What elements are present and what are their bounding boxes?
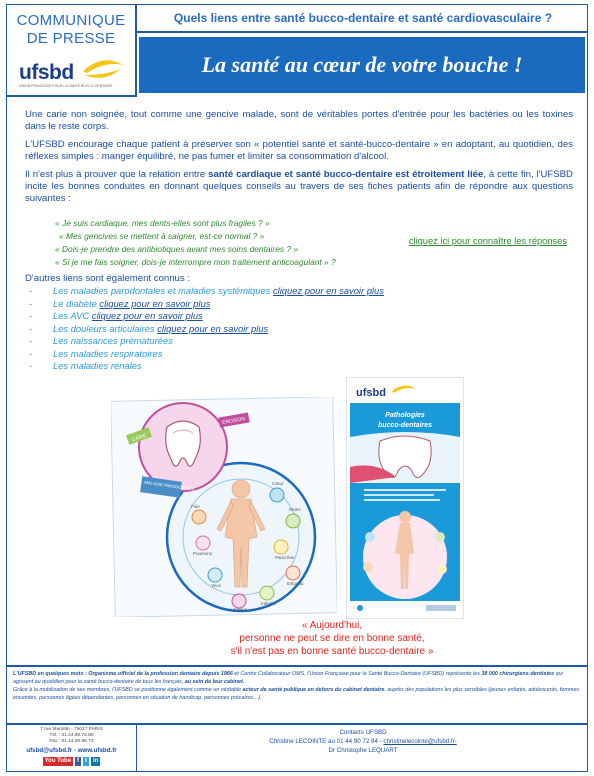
desc-bold-3: au sein de leur cabinet. bbox=[184, 679, 245, 685]
quote-line1: « Aujourd'hui, bbox=[301, 620, 363, 631]
list-item-text: Les maladies rénales bbox=[53, 360, 142, 371]
list-item: - Les maladies parodontales et maladies systémiques cliquez pour en savoir plus bbox=[29, 285, 384, 296]
desc-bold-2: 38 000 chirurgiens-dentistes bbox=[481, 671, 555, 677]
logo-smile-icon bbox=[81, 57, 125, 83]
learn-more-link[interactable]: cliquez pour en savoir plus bbox=[157, 322, 269, 334]
logo-word: ufsbd bbox=[19, 61, 74, 84]
list-item-text: Le diabète bbox=[53, 297, 97, 309]
list-item-text: Les douleurs articulaires bbox=[53, 322, 155, 334]
desc-bold-1: L'UFSBD en quelques mots : Organisme officiel de la profession dentaire depuis 1966 bbox=[13, 671, 233, 677]
organ-label: Foie bbox=[191, 504, 200, 509]
list-item: - Les maladies respiratoires bbox=[29, 347, 163, 359]
footer-description bbox=[7, 665, 588, 723]
brochure-logo: ufsbd bbox=[356, 387, 386, 399]
header-subtitle: Quels liens entre santé bucco-dentaire et santé cardiovasculaire ? bbox=[173, 11, 553, 25]
other-links-intro: D'autres liens sont également connus : bbox=[25, 273, 191, 284]
organ-label: Pancréas bbox=[275, 555, 295, 560]
quote-block bbox=[117, 619, 547, 658]
body-health-infographic bbox=[111, 397, 337, 617]
communique-line1: COMMUNIQUE bbox=[16, 12, 126, 29]
footer-fax: Fax : 01.44.90.96.73 bbox=[49, 739, 94, 745]
quote-line3: s'il n'est pas en bonne santé bucco-dentaire » bbox=[230, 646, 434, 657]
list-item: - Les naissances prématurées bbox=[29, 335, 173, 346]
other-links-list bbox=[29, 285, 384, 373]
list-item: - Les maladies rénales bbox=[29, 360, 142, 371]
desc-text-1: et Centre Collaborateur OMS, l'Union Française pour la Santé Bucco-Dentaire (UFSBD) représente les bbox=[232, 671, 482, 677]
footer-contacts bbox=[137, 723, 588, 772]
desc-text-3: Grâce à la mobilisation de ses membres, l'UFSBD se positionne également comme un véritable bbox=[13, 687, 243, 693]
press-release-page bbox=[6, 4, 588, 772]
contact1-email-link[interactable]: christinelecointe@ufsbd.fr- bbox=[383, 738, 457, 745]
ufsbd-logo[interactable] bbox=[19, 57, 125, 91]
contact1-text: Christine LECOINTE au 01 44 90 72 84 - bbox=[269, 738, 384, 745]
organ-label: Fœtus bbox=[234, 607, 247, 612]
list-item-text: Les maladies respiratoires bbox=[53, 347, 163, 359]
organ-label: Estomac bbox=[287, 581, 305, 586]
linkedin-icon[interactable]: in bbox=[93, 757, 99, 764]
list-item: - Les AVC cliquez pour en savoir plus bbox=[29, 310, 203, 321]
brochure-cover bbox=[346, 377, 464, 619]
brochure-title-2: bucco-dentaires bbox=[377, 422, 433, 429]
contact-line-2: Dr Christophe LEQUART bbox=[328, 747, 398, 754]
header-subtitle-bar bbox=[137, 5, 588, 33]
brochure-title-1: Pathologies bbox=[385, 412, 425, 419]
list-item-text: Les naissances prématurées bbox=[53, 335, 173, 346]
page-title: La santé au cœur de votre bouche ! bbox=[201, 52, 523, 77]
header-left-box bbox=[7, 5, 137, 97]
learn-more-link[interactable]: cliquez pour en savoir plus bbox=[91, 310, 203, 321]
communique-label bbox=[7, 12, 135, 48]
intro-paragraph-2: L'UFSBD encourage chaque patient à préserver son « potentiel santé et santé-bucco-dentaire » en adoptant, au quotidien, des réflexes simples : manger équilibré, ne pas fumer et limiter sa consommation d'alcool. bbox=[25, 139, 573, 162]
desc-bold-4: acteur de santé publique en dehors du cabinet dentaire bbox=[242, 687, 385, 693]
p3-bold: santé cardiaque et santé bucco-dentaire est étroitement liée bbox=[208, 169, 484, 180]
intro-paragraph-1: Une carie non soignée, tout comme une gencive malade, sont de véritables portes d'entrée pour les bactéries ou les toxines dans le reste corps. bbox=[25, 109, 573, 132]
desc-text-4: , auprès des populations les plus sensibles (jeunes enfants, adolescents, femmes enceintes, personnes âgées dépendantes, personnes en situation de handicap, personnes précaires…). bbox=[13, 687, 580, 701]
learn-more-link[interactable]: cliquez pour en savoir plus bbox=[272, 285, 384, 296]
twitter-icon[interactable]: t bbox=[85, 757, 88, 764]
list-item-text: Les maladies parodontales et maladies systémiques bbox=[53, 285, 271, 296]
carie-label: CARIE bbox=[131, 432, 148, 444]
question-2: « Mes gencives se mettent à saigner, est-ce normal ? » bbox=[59, 231, 265, 241]
question-3: « Dois-je prendre des antibiotiques avant mes soins dentaires ? » bbox=[55, 244, 299, 254]
footer-address-block bbox=[7, 723, 137, 772]
facebook-icon[interactable]: f bbox=[77, 757, 80, 764]
contacts-title: Contacts UFSBD bbox=[339, 729, 387, 736]
footer-tel: Tél. : 01.44.90.72.80 bbox=[49, 733, 94, 739]
quote-line2: personne ne peut se dire en bonne santé, bbox=[239, 633, 425, 644]
organ-label: Reins bbox=[289, 507, 301, 512]
p3-text-b: , à cette fin, l'UFSBD incite les bonnes conduites en donnant quelques conseils au travers de ses fiches patients afin de répondre aux questions suivantes : bbox=[25, 169, 573, 204]
communique-line2: DE PRESSE bbox=[26, 30, 116, 47]
answers-link[interactable]: cliquez ici pour connaître les réponses bbox=[408, 236, 567, 246]
footer-address: 7 rue Mariotte - 75017 PARIS bbox=[40, 727, 103, 732]
list-item-text: Les AVC bbox=[53, 310, 90, 321]
header-title-band bbox=[139, 37, 585, 93]
organ-label: Yeux bbox=[211, 583, 221, 588]
organ-label: Cœur bbox=[272, 481, 284, 486]
list-item: - Les douleurs articulaires cliquez pour en savoir plus bbox=[29, 322, 269, 334]
contact-line-1 bbox=[137, 737, 588, 746]
footer-email-website[interactable]: ufsbd@ufsbd.fr - www.ufsbd.fr bbox=[26, 746, 117, 754]
desc-text-2: qui agissent au quotidien pour la santé bucco-dentaire de tous les français, bbox=[13, 671, 563, 685]
list-item: - Le diabète cliquez pour en savoir plus bbox=[29, 297, 211, 309]
logo-tagline: UNION FRANCAISE POUR LA SANTE BUCCO-DENTAIRE bbox=[19, 84, 113, 88]
organ-label: Intestin bbox=[261, 601, 276, 606]
intro-paragraph-3 bbox=[25, 169, 573, 205]
learn-more-link[interactable]: cliquez pour en savoir plus bbox=[99, 297, 211, 309]
youtube-icon[interactable]: You Tube bbox=[44, 757, 72, 764]
question-4: « Si je me fais soigner, dois-je interrompre mon traitement anticoagulant » ? bbox=[55, 257, 336, 267]
social-icons bbox=[7, 757, 136, 766]
question-1: « Je suis cardiaque, mes dents-elles sont plus fragiles ? » bbox=[55, 218, 270, 228]
maladie-label: MALADIE PARODONTALE bbox=[144, 479, 195, 492]
erosion-label: EROSION bbox=[221, 416, 246, 427]
p3-text-a: Il n'est plus à prouver que la relation entre bbox=[25, 169, 209, 180]
organ-label: Poumons bbox=[193, 551, 213, 556]
